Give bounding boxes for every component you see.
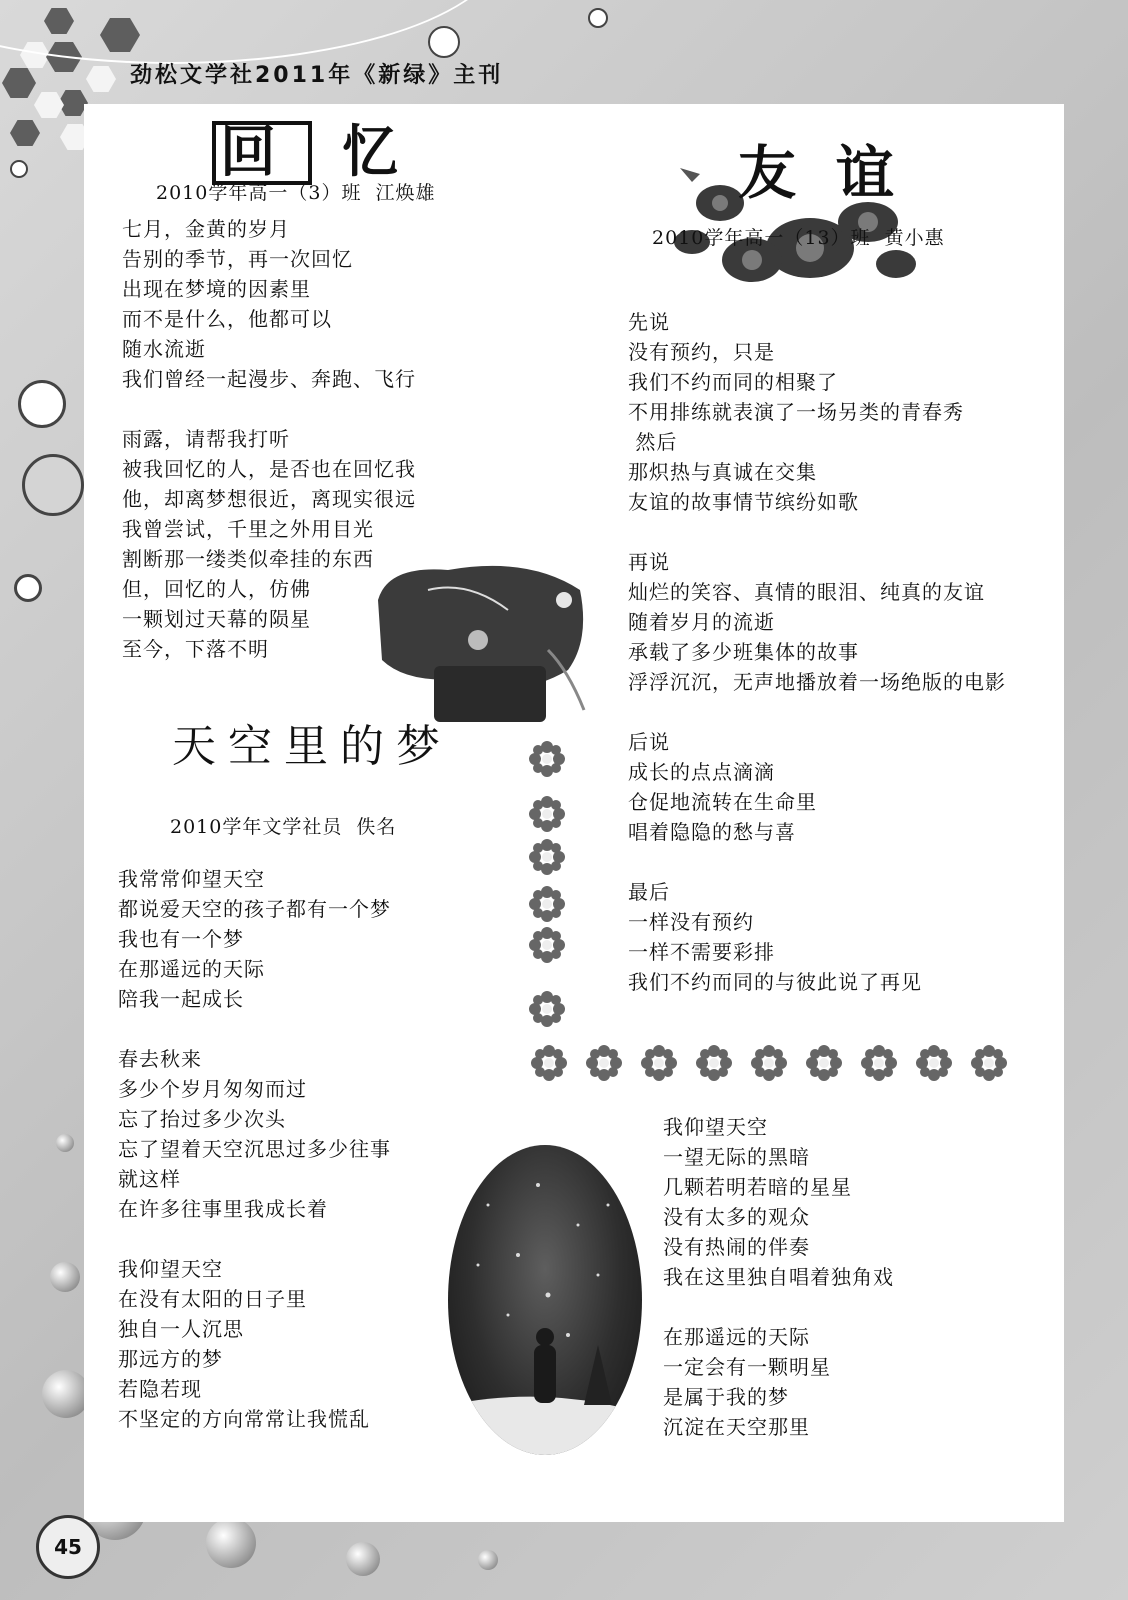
stargazer-oval-image bbox=[448, 1145, 642, 1455]
poem-line: 成长的点点滴滴 bbox=[628, 760, 775, 784]
poem-line: 随水流逝 bbox=[122, 337, 206, 361]
poem-line: 一样没有预约 bbox=[628, 910, 754, 934]
poem-line: 仓促地流转在生命里 bbox=[628, 790, 817, 814]
sphere-decoration bbox=[346, 1542, 380, 1576]
poem-line: 忘了望着天空沉思过多少往事 bbox=[118, 1137, 391, 1161]
flower-ornament-icon bbox=[530, 1044, 568, 1082]
poem-byline-huiyi: 2010学年高一（3）班 江焕雄 bbox=[156, 182, 436, 204]
poem-line: 然后 bbox=[628, 430, 678, 454]
sphere-decoration bbox=[478, 1550, 498, 1570]
poem-line: 那炽热与真诚在交集 bbox=[628, 460, 817, 484]
flower-ornament-icon bbox=[970, 1044, 1008, 1082]
poem-line: 七月，金黄的岁月 bbox=[122, 217, 290, 241]
flower-ornament-icon bbox=[860, 1044, 898, 1082]
poem-line: 告别的季节，再一次回忆 bbox=[122, 247, 353, 271]
flower-ornament-icon bbox=[695, 1044, 733, 1082]
poem-line: 我们曾经一起漫步、奔跑、飞行 bbox=[122, 367, 416, 391]
poem-title-huiyi bbox=[212, 108, 426, 188]
poem-line: 再说 bbox=[628, 550, 670, 574]
poem-body-meng-left bbox=[118, 864, 391, 1434]
sphere-decoration bbox=[42, 1370, 90, 1418]
poem-line: 至今，下落不明 bbox=[122, 637, 269, 661]
poem-body-youyi bbox=[628, 307, 1006, 997]
poem-line: 雨露，请帮我打听 bbox=[122, 427, 290, 451]
circle-decoration bbox=[14, 574, 42, 602]
poem-line: 一定会有一颗明星 bbox=[663, 1355, 831, 1379]
poem-line: 那远方的梦 bbox=[118, 1347, 223, 1371]
poem-line: 灿烂的笑容、真情的眼泪、纯真的友谊 bbox=[628, 580, 985, 604]
circle-decoration bbox=[18, 380, 66, 428]
poem-line: 我仰望天空 bbox=[663, 1115, 768, 1139]
poem-line: 我曾尝试，千里之外用目光 bbox=[122, 517, 374, 541]
title-char: 回 bbox=[212, 121, 312, 185]
poem-line: 多少个岁月匆匆而过 bbox=[118, 1077, 307, 1101]
poem-body-meng-right bbox=[663, 1112, 894, 1442]
circle-decoration bbox=[22, 454, 84, 516]
poem-line: 随着岁月的流逝 bbox=[628, 610, 775, 634]
poem-line: 出现在梦境的因素里 bbox=[122, 277, 311, 301]
poem-line: 但，回忆的人，仿佛 bbox=[122, 577, 311, 601]
stanza-break bbox=[628, 697, 1006, 727]
poem-line: 他，却离梦想很近，离现实很远 bbox=[122, 487, 416, 511]
poem-line: 我仰望天空 bbox=[118, 1257, 223, 1281]
poem-title-youyi: 友谊 bbox=[738, 139, 935, 207]
poem-line: 就这样 bbox=[118, 1167, 181, 1191]
poem-line: 在那遥远的天际 bbox=[118, 957, 265, 981]
flower-ornament-icon bbox=[528, 885, 566, 923]
poem-line: 没有预约，只是 bbox=[628, 340, 775, 364]
stargazer-illustration bbox=[448, 1145, 642, 1455]
flower-ornament-icon bbox=[528, 740, 566, 778]
sphere-decoration bbox=[50, 1262, 80, 1292]
circle-decoration bbox=[428, 26, 460, 58]
page-number: 45 bbox=[36, 1515, 100, 1579]
circle-decoration bbox=[10, 160, 28, 178]
flower-ornament-icon bbox=[805, 1044, 843, 1082]
poem-line: 被我回忆的人，是否也在回忆我 bbox=[122, 457, 416, 481]
circle-decoration bbox=[588, 8, 608, 28]
flower-ornament-icon bbox=[528, 926, 566, 964]
poem-line: 在那遥远的天际 bbox=[663, 1325, 810, 1349]
poem-line: 我也有一个梦 bbox=[118, 927, 244, 951]
poem-line: 唱着隐隐的愁与喜 bbox=[628, 820, 796, 844]
poem-line: 若隐若现 bbox=[118, 1377, 202, 1401]
poem-line: 我在这里独自唱着独角戏 bbox=[663, 1265, 894, 1289]
poem-line: 一望无际的黑暗 bbox=[663, 1145, 810, 1169]
poem-line: 后说 bbox=[628, 730, 670, 754]
title-char: 忆 bbox=[342, 120, 426, 185]
magazine-header: 劲松文学社2011年《新绿》主刊 bbox=[130, 63, 504, 88]
stanza-break bbox=[628, 847, 1006, 877]
poem-line: 沉淀在天空那里 bbox=[663, 1415, 810, 1439]
poem-line: 在许多往事里我成长着 bbox=[118, 1197, 328, 1221]
poem-line: 而不是什么，他都可以 bbox=[122, 307, 332, 331]
poem-line: 浮浮沉沉，无声地播放着一场绝版的电影 bbox=[628, 670, 1006, 694]
stanza-break bbox=[122, 394, 416, 424]
flower-ornament-icon bbox=[750, 1044, 788, 1082]
poem-title-meng: 天空里的梦 bbox=[172, 721, 452, 772]
poem-line: 先说 bbox=[628, 310, 670, 334]
flower-ornament-icon bbox=[528, 838, 566, 876]
poem-line: 春去秋来 bbox=[118, 1047, 202, 1071]
poem-line: 独自一人沉思 bbox=[118, 1317, 244, 1341]
sphere-decoration bbox=[206, 1518, 256, 1568]
poem-byline-youyi: 2010学年高一（13）班 黄小惠 bbox=[652, 227, 945, 249]
flower-ornament-icon bbox=[915, 1044, 953, 1082]
poem-line: 没有太多的观众 bbox=[663, 1205, 810, 1229]
stanza-break bbox=[118, 1014, 391, 1044]
flower-ornament-icon bbox=[528, 795, 566, 833]
flower-ornament-icon bbox=[528, 990, 566, 1028]
poem-line: 一颗划过天幕的陨星 bbox=[122, 607, 311, 631]
poem-line: 承载了多少班集体的故事 bbox=[628, 640, 859, 664]
poem-byline-meng: 2010学年文学社员 佚名 bbox=[170, 816, 397, 838]
poem-line: 我们不约而同的相聚了 bbox=[628, 370, 838, 394]
poem-line: 在没有太阳的日子里 bbox=[118, 1287, 307, 1311]
poem-line: 没有热闹的伴奏 bbox=[663, 1235, 810, 1259]
poem-line: 几颗若明若暗的星星 bbox=[663, 1175, 852, 1199]
poem-line: 我们不约而同的与彼此说了再见 bbox=[628, 970, 922, 994]
poem-line: 我常常仰望天空 bbox=[118, 867, 265, 891]
poem-line: 都说爱天空的孩子都有一个梦 bbox=[118, 897, 391, 921]
sphere-decoration bbox=[56, 1134, 74, 1152]
poem-line: 一样不需要彩排 bbox=[628, 940, 775, 964]
flower-ornament-icon bbox=[585, 1044, 623, 1082]
stanza-break bbox=[628, 517, 1006, 547]
poem-line: 忘了抬过多少次头 bbox=[118, 1107, 286, 1131]
poem-line: 陪我一起成长 bbox=[118, 987, 244, 1011]
flower-ornament-icon bbox=[640, 1044, 678, 1082]
night-sky-image bbox=[368, 560, 590, 730]
stanza-break bbox=[663, 1292, 894, 1322]
poem-line: 最后 bbox=[628, 880, 670, 904]
stanza-break bbox=[118, 1224, 391, 1254]
poem-line: 友谊的故事情节缤纷如歌 bbox=[628, 490, 859, 514]
poem-line: 不坚定的方向常常让我慌乱 bbox=[118, 1407, 370, 1431]
poem-line: 是属于我的梦 bbox=[663, 1385, 789, 1409]
poem-line: 割断那一缕类似牵挂的东西 bbox=[122, 547, 374, 571]
poem-line: 不用排练就表演了一场另类的青春秀 bbox=[628, 400, 964, 424]
